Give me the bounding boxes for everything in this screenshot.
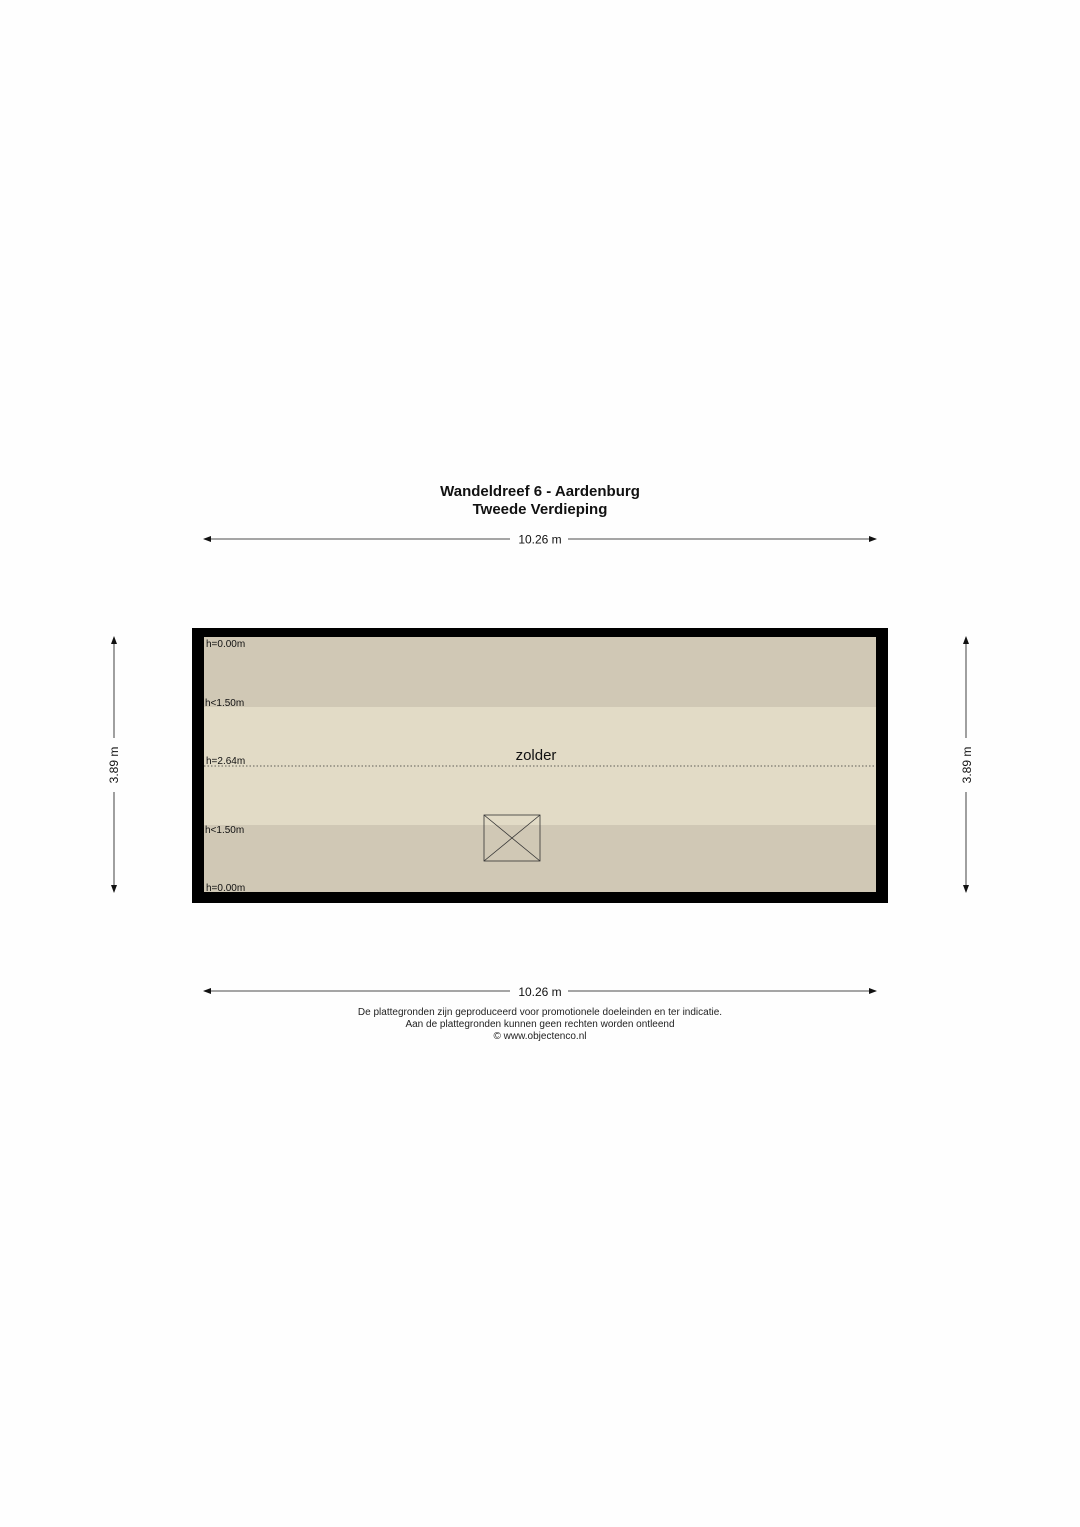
left-dimension-label: 3.89 m [107, 746, 121, 784]
room-name-label: zolder [515, 747, 557, 764]
disclaimer-line: Aan de plattegronden kunnen geen rechten worden ontleend [405, 1019, 675, 1030]
height-label: h=2.64m [206, 756, 246, 767]
top-dimension [204, 533, 876, 547]
plan-floor-title: Tweede Verdieping [472, 501, 608, 518]
height-label: h<1.50m [205, 698, 245, 709]
height-label: h=0.00m [206, 639, 246, 650]
copyright-line: © www.objectenco.nl [493, 1031, 587, 1042]
bottom-dimension-label: 10.26 m [518, 985, 562, 999]
right-dimension-label: 3.89 m [960, 746, 974, 784]
top-dimension-label: 10.26 m [518, 532, 562, 547]
right-dimension [960, 637, 974, 892]
left-dimension [107, 637, 121, 892]
low-ceiling-zone-top [204, 637, 876, 707]
height-label: h=0.00m [206, 883, 246, 894]
height-label: h<1.50m [205, 825, 245, 836]
bottom-dimension [204, 985, 876, 999]
plan-address-title: Wandeldreef 6 - Aardenburg [440, 483, 640, 500]
disclaimer-line: De plattegronden zijn geproduceerd voor promotionele doeleinden en ter indicatie. [357, 1007, 723, 1018]
